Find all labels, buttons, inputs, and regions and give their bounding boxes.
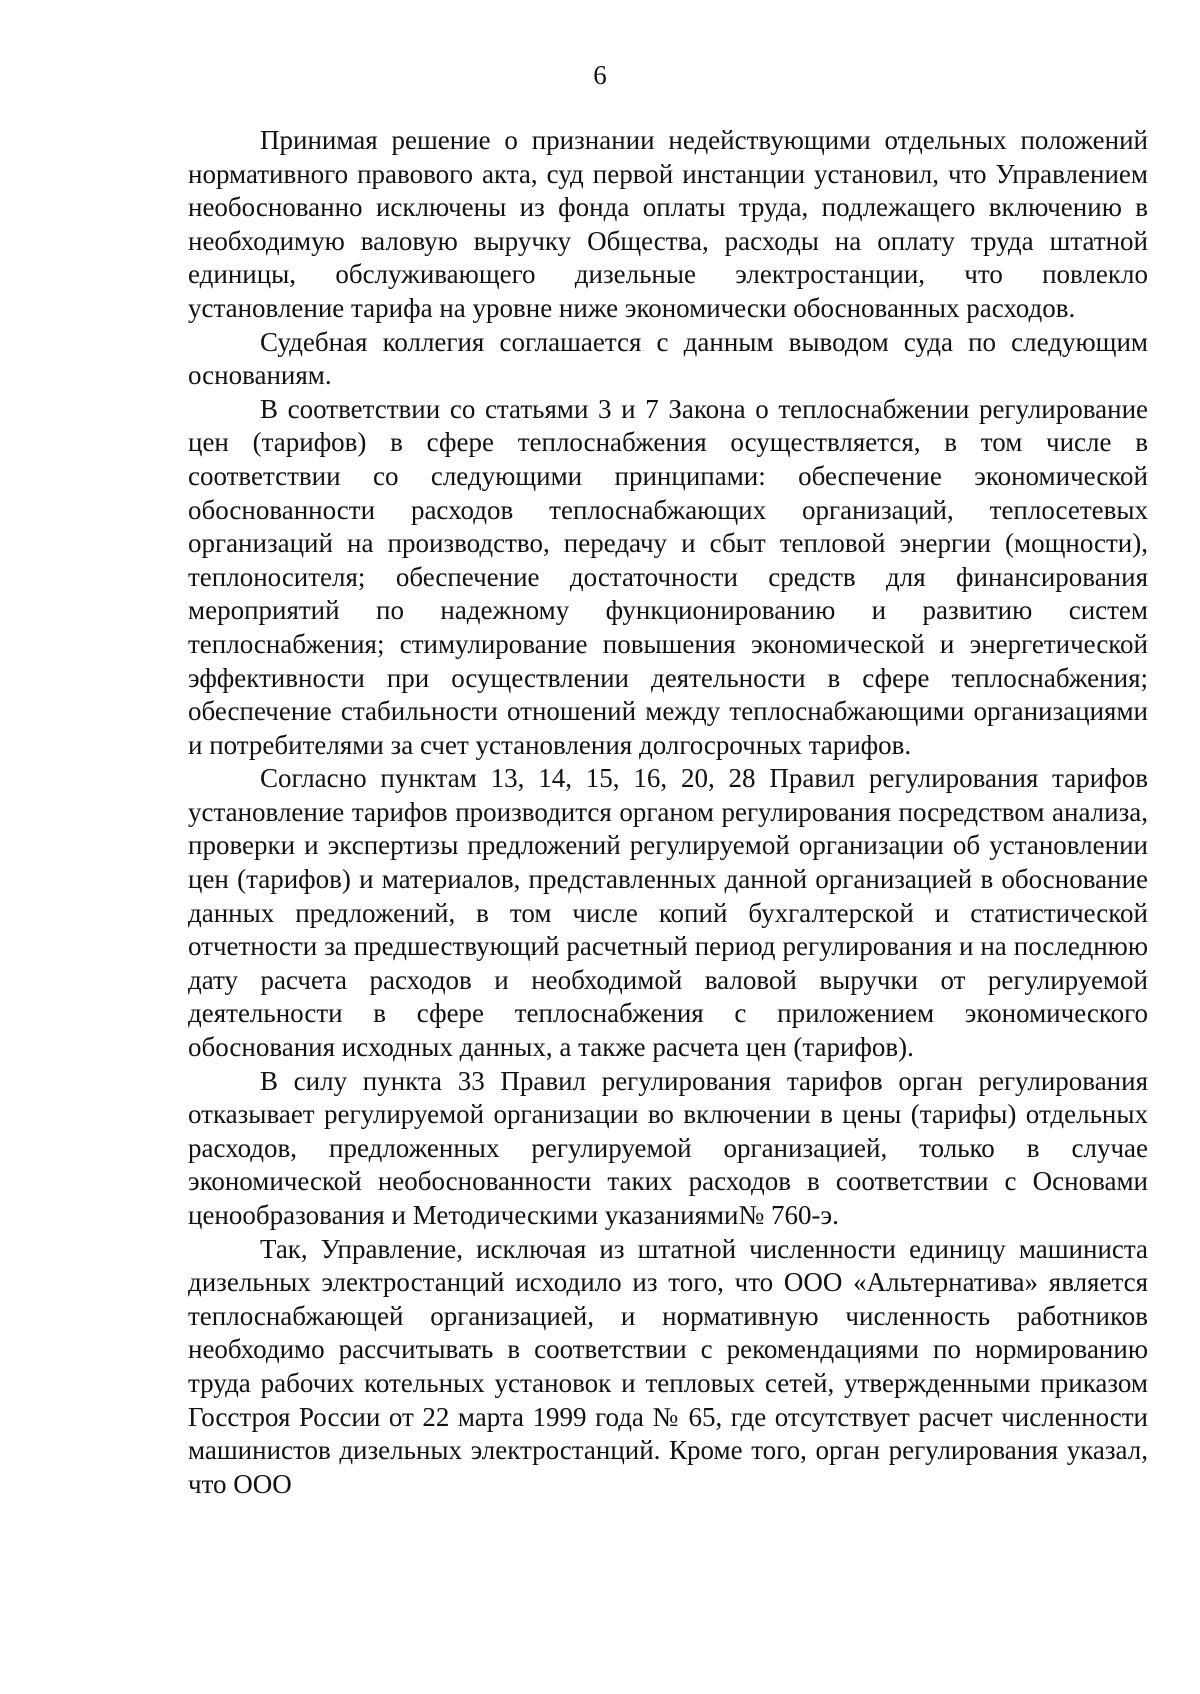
paragraph-administration-exclusion: Так, Управление, исключая из штатной численности единицу машиниста дизельных электростанций исходило из того, что ООО «Альтернатива» является теплоснабжающей организацией, и нормативную численность работников необходимо рассчитывать в соответствии с рекомендациями по нормированию труда рабочих котельных установок и тепловых сетей, утвержденными приказом Госстроя России от 22 марта 1999 года № 65, где отсутствует расчет численности машинистов дизельных электростанций. Кроме того, орган регулирования указал, что ООО [188,1233,1148,1499]
paragraph-rule-33: В силу пункта 33 Правил регулирования тарифов орган регулирования отказывает регулируемой организации во включении в цены (тарифы) отдельных расходов, предложенных регулируемой организацией, только в случае экономической необоснованности таких расходов в соответствии с Основами ценообразования и Методическими указаниями№ 760-э. [188,1065,1148,1230]
paragraph-heat-supply-law: В соответствии со статьями 3 и 7 Закона о теплоснабжении регулирование цен (тарифов) в сфере теплоснабжения осуществляется, в том числе в соответствии со следующими принципами: обеспечение экономической обоснованности расходов теплоснабжающих организаций, теплосетевых организаций на производство, передачу и сбыт тепловой энергии (мощности), теплоносителя; обеспечение достаточности средств для финансирования мероприятий по надежному функционированию и развитию систем теплоснабжения; стимулирование повышения экономической и энергетической эффективности при осуществлении деятельности в сфере теплоснабжения; обеспечение стабильности отношений между теплоснабжающими организациями и потребителями за счет установления долгосрочных тарифов. [188,393,1148,760]
paragraph-collegium-agrees: Судебная коллегия соглашается с данным выводом суда по следующим основаниям. [188,326,1148,391]
document-body [188,124,1148,1501]
page-number: 6 [593,60,607,90]
paragraph-court-findings: Принимая решение о признании недействующими отдельных положений нормативного правового акта, суд первой инстанции установил, что Управлением необоснованно исключены из фонда оплаты труда, подлежащего включению в необходимую валовую выручку Общества, расходы на оплату труда штатной единицы, обслуживающего дизельные электростанции, что повлекло установление тарифа на уровне ниже экономически обоснованных расходов. [188,125,1148,323]
paragraph-tariff-rules: Согласно пунктам 13, 14, 15, 16, 20, 28 Правил регулирования тарифов установление тарифов производится органом регулирования посредством анализа, проверки и экспертизы предложений регулируемой организации об установлении цен (тарифов) и материалов, представленных данной организацией в обоснование данных предложений, в том числе копий бухгалтерской и статистической отчетности за предшествующий расчетный период регулирования и на последнюю дату расчета расходов и необходимой валовой выручки от регулируемой деятельности в сфере теплоснабжения с приложением экономического обоснования исходных данных, а также расчета цен (тарифов). [188,763,1148,1063]
